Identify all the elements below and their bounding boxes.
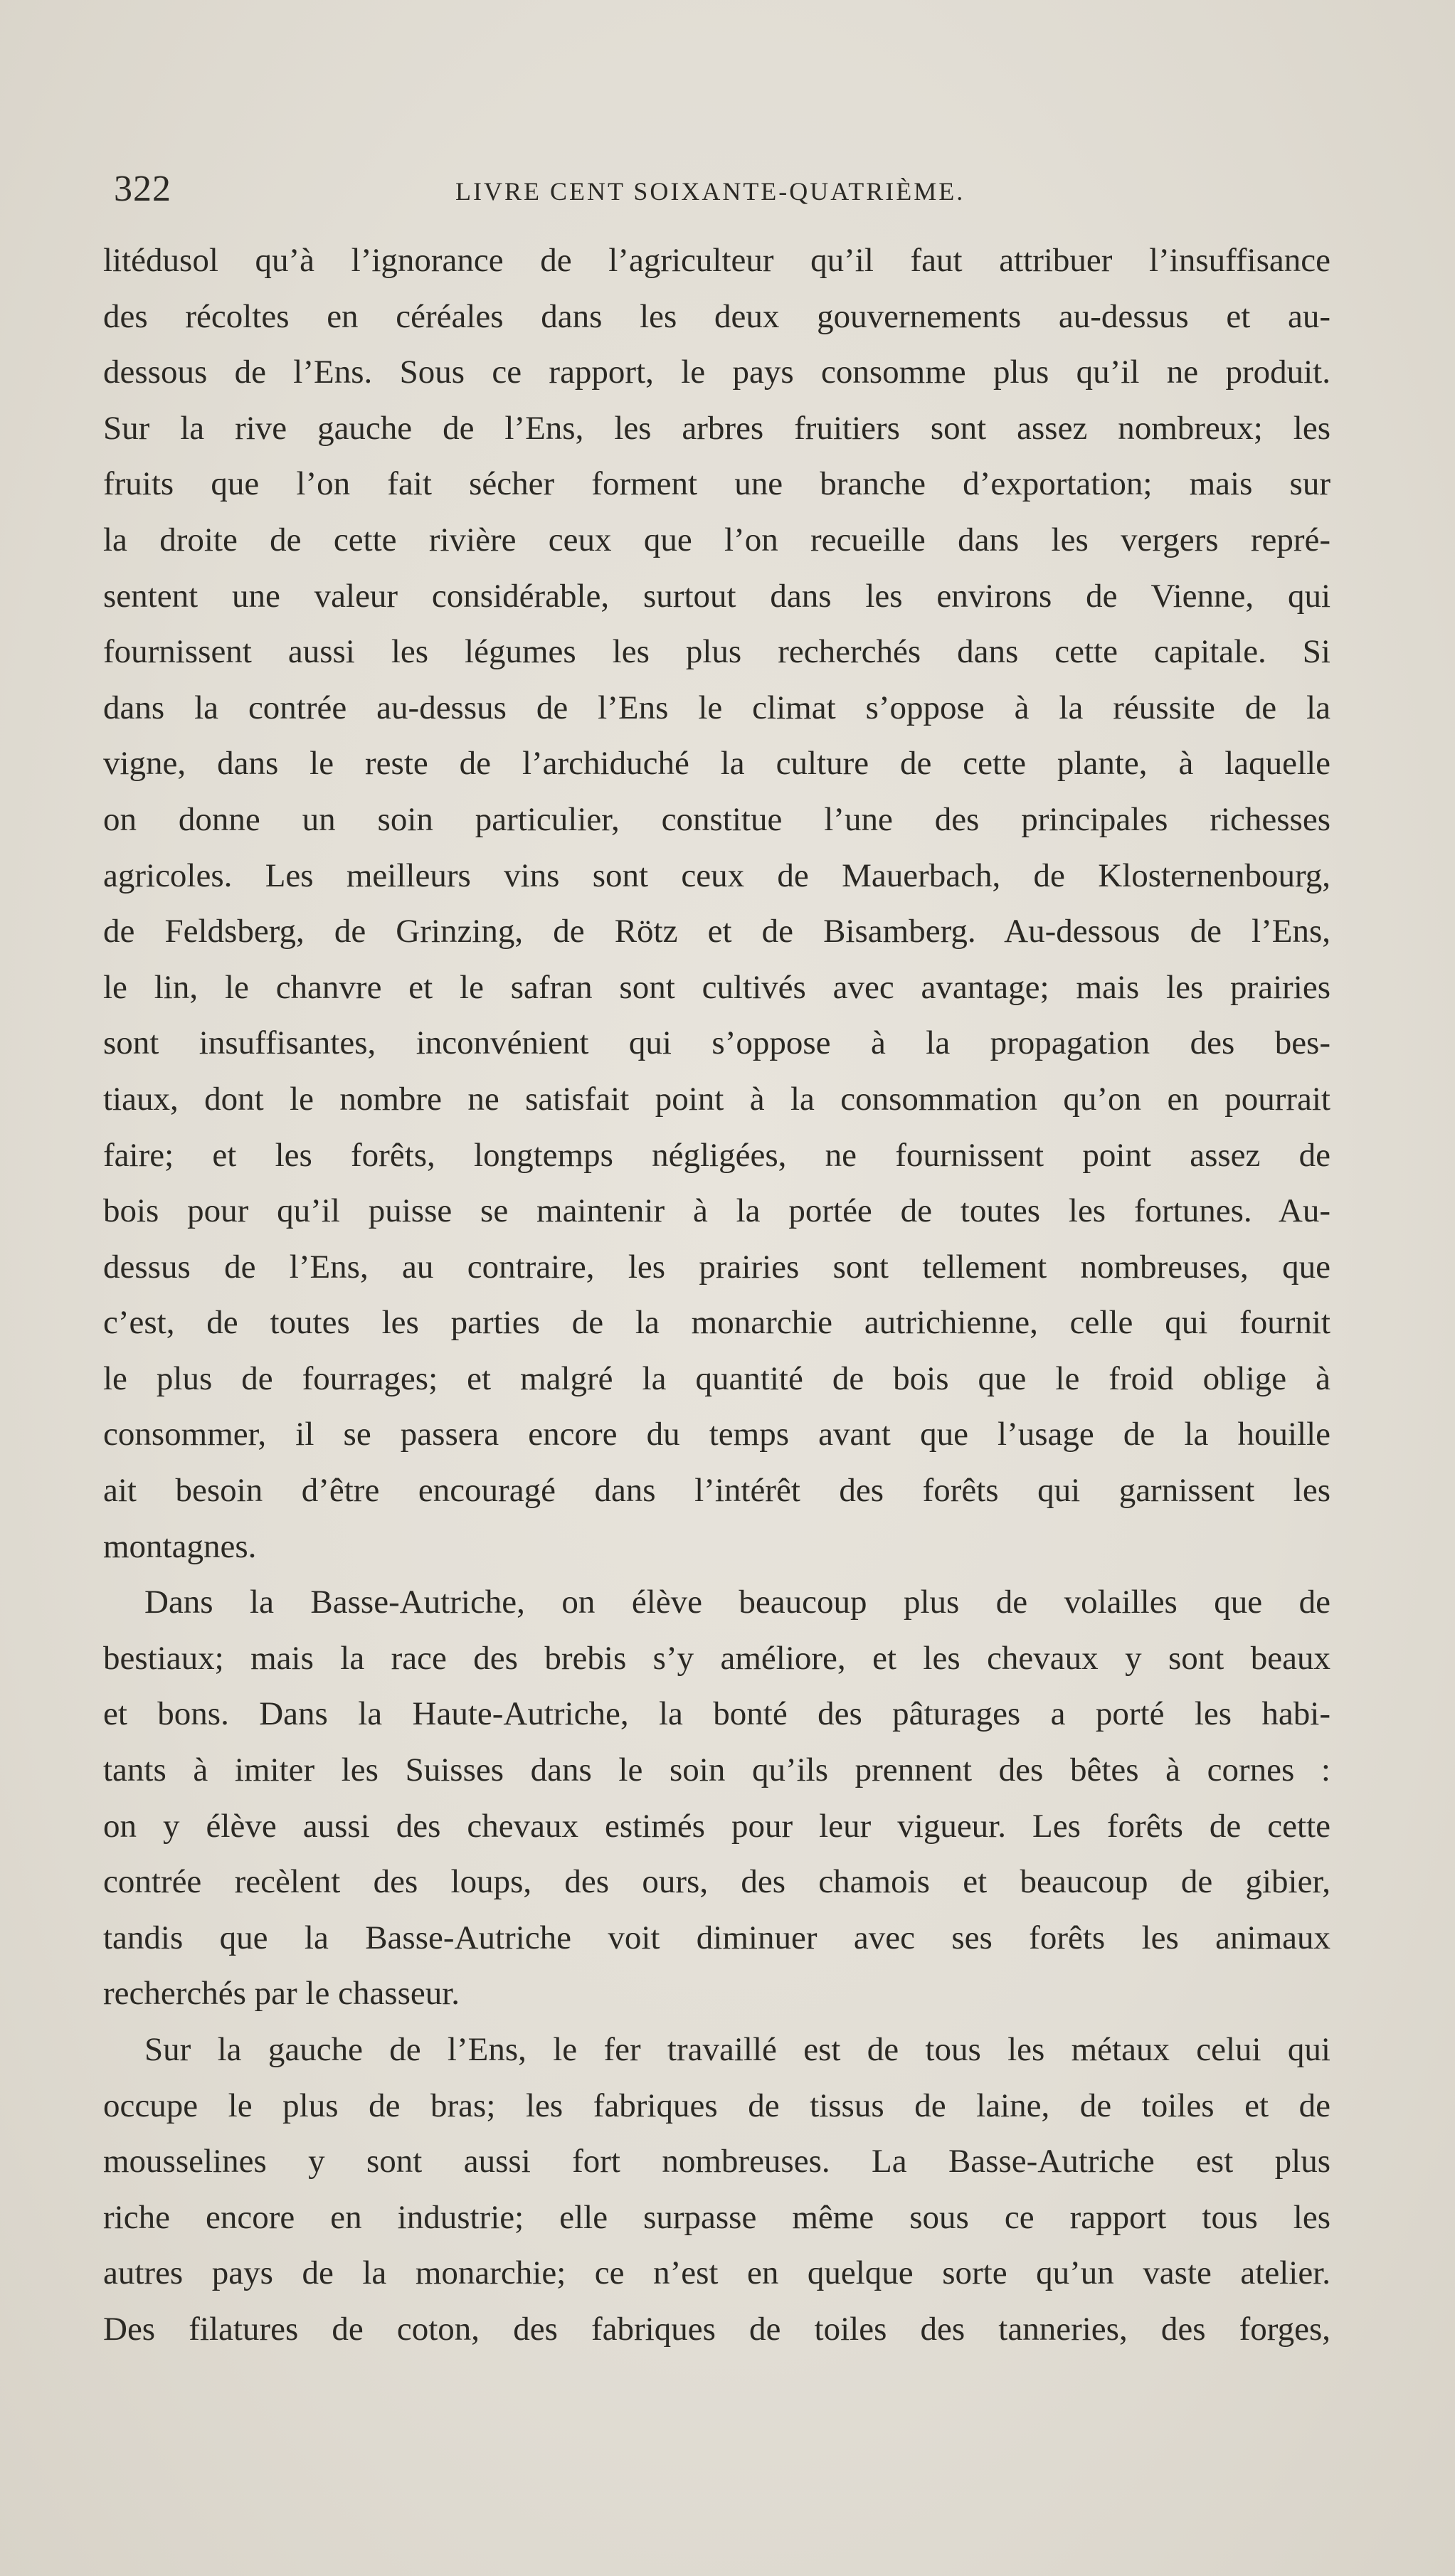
page-number: 322 <box>114 169 171 209</box>
text-line: de Feldsberg, de Grinzing, de Rötz et de Bisamberg. Au-dessous de l’Ens, <box>103 913 1330 950</box>
text-line: mousselines y sont aussi fort nombreuses. La Basse-Autriche est plus <box>103 2143 1330 2180</box>
text-line: bestiaux; mais la race des brebis s’y améliore, et les chevaux y sont beaux <box>103 1639 1330 1677</box>
text-line: fournissent aussi les légumes les plus recherchés dans cette capitale. Si <box>103 633 1330 671</box>
text-line: on y élève aussi des chevaux estimés pour leur vigueur. Les forêts de cette <box>103 1807 1330 1845</box>
text-line: la droite de cette rivière ceux que l’on recueille dans les vergers repré- <box>103 521 1330 558</box>
text-line: sentent une valeur considérable, surtout dans les environs de Vienne, qui <box>103 577 1330 615</box>
text-line: le plus de fourrages; et malgré la quantité de bois que le froid oblige à <box>103 1359 1330 1397</box>
text-line: et bons. Dans la Haute-Autriche, la bonté des pâturages a porté les habi- <box>103 1695 1330 1733</box>
text-line: dessus de l’Ens, au contraire, les prairies sont tellement nombreuses, que <box>103 1248 1330 1286</box>
text-line: autres pays de la monarchie; ce n’est en quelque sorte qu’un vaste atelier. <box>103 2254 1330 2292</box>
text-line: c’est, de toutes les parties de la monarchie autrichienne, celle qui fournit <box>103 1304 1330 1342</box>
text-line: Des filatures de coton, des fabriques de toiles des tanneries, des forges, <box>103 2310 1330 2348</box>
text-line: tants à imiter les Suisses dans le soin qu’ils prennent des bêtes à cornes : <box>103 1751 1330 1789</box>
text-line: faire; et les forêts, longtemps négligées, ne fournissent point assez de <box>103 1136 1330 1174</box>
text-line: Dans la Basse-Autriche, on élève beaucoup plus de volailles que de <box>144 1584 1330 1621</box>
text-line: Sur la rive gauche de l’Ens, les arbres fruitiers sont assez nombreux; les <box>103 409 1330 447</box>
text-line: tiaux, dont le nombre ne satisfait point à la consommation qu’on en pourrait <box>103 1080 1330 1118</box>
text-line: vigne, dans le reste de l’archiduché la culture de cette plante, à laquelle <box>103 745 1330 783</box>
text-line: recherchés par le chasseur. <box>103 1975 460 2013</box>
text-line: montagnes. <box>103 1527 257 1565</box>
text-line: des récoltes en céréales dans les deux gouvernements au-dessus et au- <box>103 297 1330 335</box>
text-line: tandis que la Basse-Autriche voit diminuer avec ses forêts les animaux <box>103 1919 1330 1956</box>
running-title: LIVRE CENT SOIXANTE-QUATRIÈME. <box>455 177 965 206</box>
text-line: sont insuffisantes, inconvénient qui s’oppose à la propagation des bes- <box>103 1024 1330 1062</box>
text-line: bois pour qu’il puisse se maintenir à la portée de toutes les fortunes. Au- <box>103 1192 1330 1230</box>
text-line: consommer, il se passera encore du temps avant que l’usage de la houille <box>103 1416 1330 1453</box>
text-line: Sur la gauche de l’Ens, le fer travaillé est de tous les métaux celui qui <box>144 2031 1330 2068</box>
text-line: occupe le plus de bras; les fabriques de tissus de laine, de toiles et de <box>103 2087 1330 2124</box>
text-line: agricoles. Les meilleurs vins sont ceux de Mauerbach, de Klosternenbourg, <box>103 857 1330 894</box>
text-line: dans la contrée au-dessus de l’Ens le climat s’oppose à la réussite de la <box>103 689 1330 726</box>
text-line: le lin, le chanvre et le safran sont cultivés avec avantage; mais les prairies <box>103 968 1330 1006</box>
text-line: litédusol qu’à l’ignorance de l’agriculteur qu’il faut attribuer l’insuffisance <box>103 242 1330 279</box>
text-line: dessous de l’Ens. Sous ce rapport, le pays consomme plus qu’il ne produit. <box>103 354 1330 391</box>
text-line: fruits que l’on fait sécher forment une branche d’exportation; mais sur <box>103 465 1330 503</box>
text-line: riche encore en industrie; elle surpasse même sous ce rapport tous les <box>103 2198 1330 2236</box>
text-line: on donne un soin particulier, constitue l’une des principales richesses <box>103 800 1330 838</box>
page-header <box>114 168 1330 211</box>
body-text <box>103 233 1330 2358</box>
text-line: contrée recèlent des loups, des ours, des chamois et beaucoup de gibier, <box>103 1863 1330 1901</box>
text-line: ait besoin d’être encouragé dans l’intérêt des forêts qui garnissent les <box>103 1472 1330 1510</box>
